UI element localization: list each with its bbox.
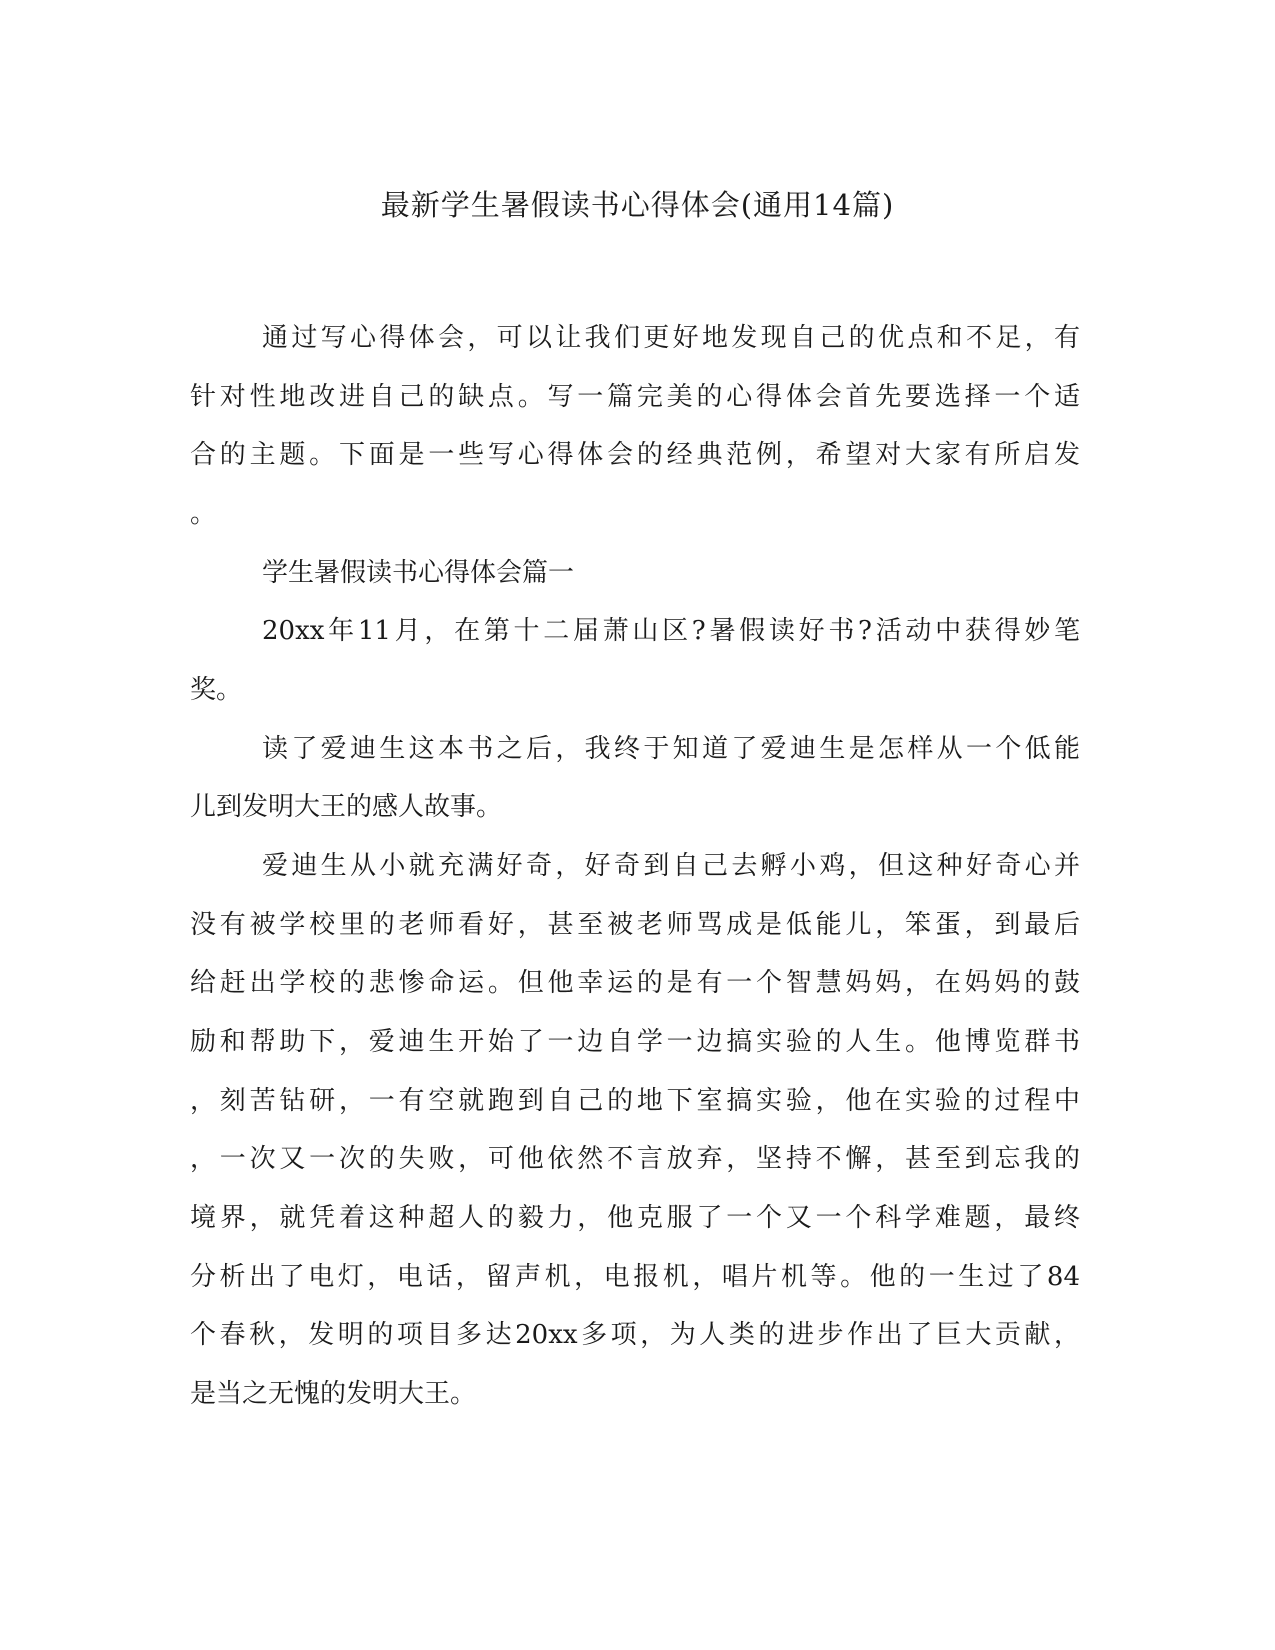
paragraph-line: 通过写心得体会，可以让我们更好地发现自己的优点和不足，有 <box>262 323 1080 353</box>
paragraph-line: 20xx年11月，在第十二届萧山区?暑假读好书?活动中获得妙笔 <box>262 616 1080 646</box>
paragraph-line: 个春秋，发明的项目多达20xx多项，为人类的进步作出了巨大贡献， <box>190 1320 1080 1350</box>
paragraph-line: 儿到发明大王的感人故事。 <box>190 792 503 822</box>
paragraph-line: 读了爱迪生这本书之后，我终于知道了爱迪生是怎样从一个低能 <box>262 734 1080 764</box>
document-title: 最新学生暑假读书心得体会(通用14篇) <box>380 188 895 222</box>
paragraph-line: 没有被学校里的老师看好，甚至被老师骂成是低能儿，笨蛋，到最后 <box>190 910 1080 940</box>
paragraph-line: 分析出了电灯，电话，留声机，电报机，唱片机等。他的一生过了84 <box>190 1262 1080 1292</box>
paragraph-line: ，一次又一次的失败，可他依然不言放弃，坚持不懈，甚至到忘我的 <box>190 1144 1080 1174</box>
section-heading: 学生暑假读书心得体会篇一 <box>262 558 575 588</box>
paragraph-line: 励和帮助下，爱迪生开始了一边自学一边搞实验的人生。他博览群书 <box>190 1027 1080 1057</box>
paragraph-line: 。 <box>190 499 217 529</box>
paragraph-line: 境界，就凭着这种超人的毅力，他克服了一个又一个科学难题，最终 <box>190 1203 1080 1233</box>
paragraph-line: 给赶出学校的悲惨命运。但他幸运的是有一个智慧妈妈，在妈妈的鼓 <box>190 968 1080 998</box>
paragraph-line: 合的主题。下面是一些写心得体会的经典范例，希望对大家有所启发 <box>190 440 1080 470</box>
paragraph-line: 针对性地改进自己的缺点。写一篇完美的心得体会首先要选择一个适 <box>190 382 1080 412</box>
paragraph-line: 是当之无愧的发明大王。 <box>190 1379 477 1409</box>
paragraph-line: 爱迪生从小就充满好奇，好奇到自己去孵小鸡，但这种好奇心并 <box>262 851 1080 881</box>
paragraph-line: ，刻苦钻研，一有空就跑到自己的地下室搞实验，他在实验的过程中 <box>190 1086 1080 1116</box>
paragraph-line: 奖。 <box>190 675 243 705</box>
